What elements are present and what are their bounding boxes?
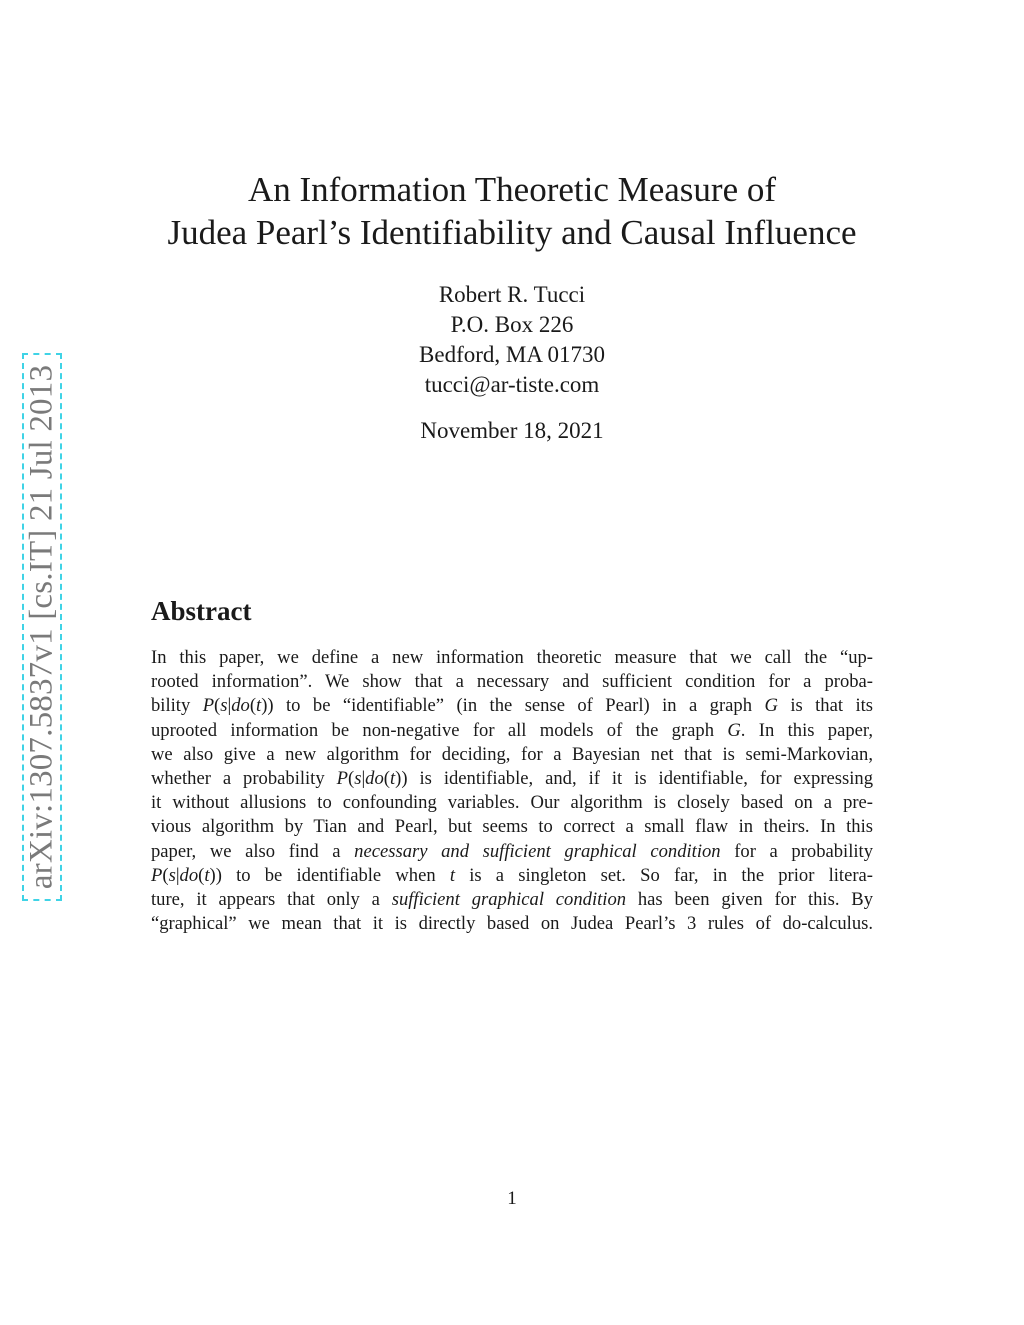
abstract-italic-text: P	[151, 864, 163, 886]
abstract-body	[151, 646, 873, 936]
abstract-text: rooted information”. We show that a necessary and sufficient condition for a proba-	[151, 671, 873, 693]
abstract-text: is that its	[777, 695, 874, 717]
abstract-text: (	[214, 695, 221, 717]
abstract-text: )) to be identifiable when	[209, 864, 450, 886]
page-number: 1	[507, 1188, 517, 1209]
arxiv-identifier: arXiv:1307.5837v1 [cs.IT] 21 Jul 2013	[23, 364, 60, 890]
abstract-text: “graphical” we mean that it is directly based on Judea Pearl’s 3 rules of do-calculus.	[151, 913, 873, 935]
abstract-line	[151, 646, 873, 670]
abstract-line	[151, 864, 873, 888]
abstract-line	[151, 670, 873, 694]
abstract-text: . In this paper,	[740, 719, 873, 741]
abstract-line	[151, 791, 873, 815]
abstract-line	[151, 743, 873, 767]
abstract-text: bility	[151, 695, 203, 717]
abstract-italic-text: s	[168, 864, 176, 886]
abstract-text: paper, we also find a	[151, 840, 355, 862]
paper-title	[0, 168, 1024, 254]
abstract-italic-text: necessary and sufficient graphical condition	[354, 840, 721, 862]
abstract-italic-text: P	[336, 768, 348, 790]
author-block	[0, 280, 1024, 400]
abstract-italic-text: t	[449, 864, 456, 886]
abstract-text: vious algorithm by Tian and Pearl, but seems to correct a small flaw in theirs. In this	[151, 816, 873, 838]
abstract-text: )) is identifiable, and, if it is identifiable, for expressing	[395, 768, 873, 790]
abstract-italic-text: do	[231, 695, 250, 717]
abstract-text: |	[175, 864, 180, 886]
abstract-text: we also give a new algorithm for deciding, for a Bayesian net that is semi-Markovian,	[151, 743, 873, 765]
abstract-text: uprooted information be non-negative for all models of the graph	[151, 719, 728, 741]
abstract-italic-text: G	[764, 695, 778, 717]
title-line-2: Judea Pearl’s Identifiability and Causal Influence	[167, 213, 857, 252]
abstract-line	[151, 719, 873, 743]
abstract-line	[151, 888, 873, 912]
abstract-italic-text: s	[220, 695, 228, 717]
abstract-text: In this paper, we define a new information theoretic measure that we call the “up-	[151, 647, 873, 668]
abstract-text: for a probability	[720, 840, 873, 862]
abstract-text: |	[227, 695, 232, 717]
author-address-line2: Bedford, MA 01730	[419, 342, 605, 367]
abstract-italic-text: t	[204, 864, 210, 886]
abstract-text: has been given for this. By	[626, 889, 873, 911]
abstract-italic-text: do	[179, 864, 199, 886]
abstract-italic-text: sufficient graphical condition	[391, 889, 627, 911]
abstract-line	[151, 694, 873, 718]
abstract-italic-text: s	[354, 768, 362, 790]
abstract-text: whether a probability	[151, 768, 337, 790]
abstract-text: (	[162, 864, 169, 886]
abstract-text: |	[361, 768, 366, 790]
abstract-text: (	[249, 695, 257, 717]
paper-date: November 18, 2021	[420, 418, 604, 443]
abstract-line	[151, 912, 873, 936]
abstract-line	[151, 840, 873, 864]
abstract-text: ture, it appears that only a	[151, 889, 392, 911]
abstract-italic-text: P	[202, 695, 215, 717]
abstract-line	[151, 767, 873, 791]
abstract-italic-text: t	[389, 768, 396, 790]
abstract-text: (	[198, 864, 205, 886]
abstract-heading: Abstract	[151, 596, 252, 626]
abstract-text: is a singleton set. So far, in the prior litera-	[455, 864, 873, 886]
abstract-italic-text: t	[256, 695, 262, 717]
title-line-1: An Information Theoretic Measure of	[247, 170, 777, 209]
abstract-line	[151, 815, 873, 839]
abstract-text: )) to be “identifiable” (in the sense of Pearl) in a graph	[261, 695, 765, 717]
abstract-text: (	[383, 768, 390, 790]
abstract-text: it without allusions to confounding variables. Our algorithm is closely based on a pre-	[151, 792, 873, 814]
abstract-text: (	[347, 768, 355, 790]
author-email: tucci@ar-tiste.com	[424, 372, 600, 397]
author-address-line1: P.O. Box 226	[450, 312, 574, 337]
abstract-italic-text: do	[365, 768, 384, 790]
abstract-italic-text: G	[727, 719, 741, 741]
author-name: Robert R. Tucci	[438, 282, 586, 307]
